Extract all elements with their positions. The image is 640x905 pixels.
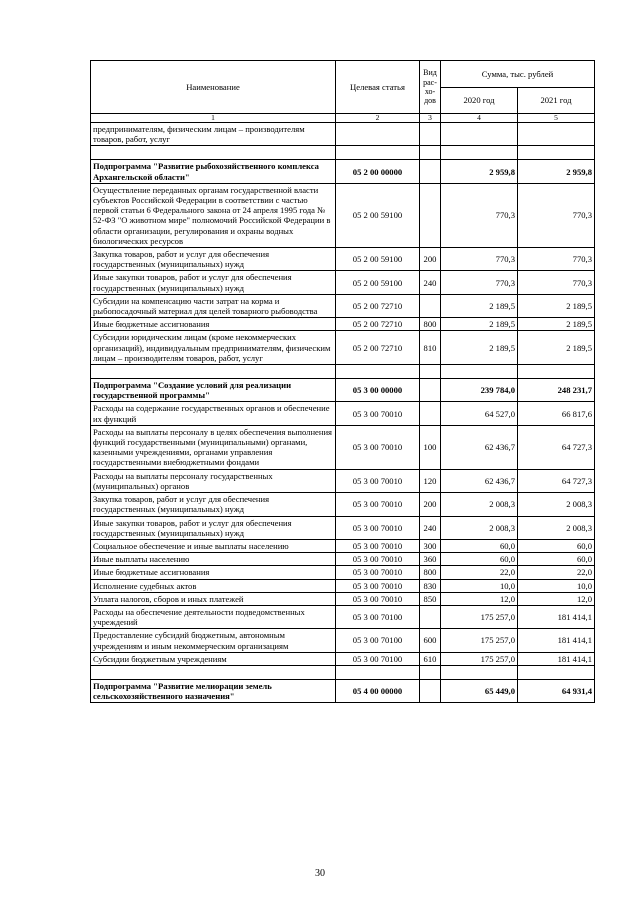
header-year-2021: 2021 год — [518, 88, 595, 114]
table-row — [91, 605, 595, 628]
row-expense-type — [420, 402, 441, 425]
table-row — [91, 183, 595, 247]
row-expense-type: 240 — [420, 271, 441, 294]
row-amount-2020: 2 959,8 — [441, 160, 518, 183]
row-expense-type: 800 — [420, 318, 441, 331]
row-expense-type — [420, 679, 441, 702]
table-row — [91, 539, 595, 552]
row-amount-2020: 239 784,0 — [441, 379, 518, 402]
row-expense-type — [420, 183, 441, 247]
row-amount-2021: 770,3 — [518, 183, 595, 247]
table-row — [91, 123, 595, 146]
row-amount-2020: 770,3 — [441, 271, 518, 294]
row-amount-2021: 2 189,5 — [518, 294, 595, 317]
row-amount-2020: 770,3 — [441, 248, 518, 271]
column-number: 4 — [441, 114, 518, 123]
row-name: Иные закупки товаров, работ и услуг для обеспечения государственных (муниципальных) нужд — [91, 516, 336, 539]
row-amount-2021 — [518, 365, 595, 379]
table-row — [91, 248, 595, 271]
table-row — [91, 566, 595, 579]
row-expense-type — [420, 123, 441, 146]
row-amount-2021: 2 959,8 — [518, 160, 595, 183]
row-target-article — [336, 146, 420, 160]
table-row — [91, 652, 595, 665]
row-name: Подпрограмма "Создание условий для реализации государственной программы" — [91, 379, 336, 402]
row-amount-2020: 60,0 — [441, 539, 518, 552]
row-expense-type — [420, 605, 441, 628]
row-amount-2020: 65 449,0 — [441, 679, 518, 702]
row-amount-2021: 2 008,3 — [518, 516, 595, 539]
table-row — [91, 379, 595, 402]
column-number: 5 — [518, 114, 595, 123]
row-target-article: 05 3 00 70100 — [336, 605, 420, 628]
row-amount-2020 — [441, 365, 518, 379]
row-expense-type: 800 — [420, 566, 441, 579]
row-amount-2020 — [441, 146, 518, 160]
row-name: Социальное обеспечение и иные выплаты населению — [91, 539, 336, 552]
row-target-article: 05 3 00 70100 — [336, 629, 420, 652]
row-target-article: 05 3 00 70010 — [336, 402, 420, 425]
column-number-row — [91, 114, 595, 123]
row-expense-type: 850 — [420, 592, 441, 605]
row-name: Иные бюджетные ассигнования — [91, 318, 336, 331]
table-row — [91, 592, 595, 605]
row-name: Иные бюджетные ассигнования — [91, 566, 336, 579]
table-row — [91, 402, 595, 425]
row-amount-2021: 60,0 — [518, 553, 595, 566]
row-amount-2021: 2 189,5 — [518, 318, 595, 331]
table-row — [91, 493, 595, 516]
row-amount-2021: 64 727,3 — [518, 469, 595, 492]
row-amount-2020: 175 257,0 — [441, 605, 518, 628]
row-amount-2020: 62 436,7 — [441, 425, 518, 469]
row-amount-2020: 2 189,5 — [441, 331, 518, 365]
row-name: Исполнение судебных актов — [91, 579, 336, 592]
table-row — [91, 294, 595, 317]
row-expense-type: 200 — [420, 248, 441, 271]
budget-table — [90, 60, 595, 703]
row-name: Иные закупки товаров, работ и услуг для обеспечения государственных (муниципальных) нужд — [91, 271, 336, 294]
row-amount-2021: 181 414,1 — [518, 629, 595, 652]
row-amount-2020: 62 436,7 — [441, 469, 518, 492]
row-expense-type: 830 — [420, 579, 441, 592]
row-expense-type: 810 — [420, 331, 441, 365]
row-expense-type — [420, 379, 441, 402]
row-name — [91, 146, 336, 160]
header-target-article: Целевая статья — [336, 61, 420, 114]
header-year-2020: 2020 год — [441, 88, 518, 114]
table-row — [91, 271, 595, 294]
row-expense-type: 300 — [420, 539, 441, 552]
row-expense-type — [420, 365, 441, 379]
row-expense-type — [420, 160, 441, 183]
row-amount-2020: 175 257,0 — [441, 652, 518, 665]
row-amount-2021: 64 931,4 — [518, 679, 595, 702]
row-target-article: 05 3 00 70010 — [336, 516, 420, 539]
row-target-article: 05 3 00 70010 — [336, 469, 420, 492]
page-number: 30 — [315, 868, 325, 879]
table-row — [91, 146, 595, 160]
table-row — [91, 469, 595, 492]
row-name: Субсидии юридическим лицам (кроме некоммерческих организаций), индивидуальным предпринимателям, физическим лицам – производителям товаров, работ, услуг — [91, 331, 336, 365]
header-expense-type: Вид рас-хо-дов — [420, 61, 441, 114]
row-amount-2021 — [518, 665, 595, 679]
table-row — [91, 665, 595, 679]
row-amount-2021: 22,0 — [518, 566, 595, 579]
table-row — [91, 318, 595, 331]
table-body — [91, 123, 595, 703]
row-amount-2020: 12,0 — [441, 592, 518, 605]
row-name: Субсидии на компенсацию части затрат на корма и рыбопосадочный материал для целей товарного рыбоводства — [91, 294, 336, 317]
row-name: Предоставление субсидий бюджетным, автономным учреждениям и иным некоммерческим организациям — [91, 629, 336, 652]
row-target-article: 05 3 00 70010 — [336, 493, 420, 516]
row-amount-2020: 770,3 — [441, 183, 518, 247]
row-target-article: 05 3 00 70010 — [336, 425, 420, 469]
row-amount-2020: 175 257,0 — [441, 629, 518, 652]
row-name: Расходы на выплаты персоналу государственных (муниципальных) органов — [91, 469, 336, 492]
row-name: Осуществление переданных органам государственной власти субъектов Российской Федерации в соответствии с частью первой статьи 6 Федерального закона от 24 апреля 1995 года № 52-ФЗ "О животном мире" полномочий Российской Федерации в области организации, регулирования и охраны водных биологических ресурсов — [91, 183, 336, 247]
row-amount-2021: 181 414,1 — [518, 652, 595, 665]
row-target-article: 05 2 00 72710 — [336, 331, 420, 365]
row-target-article: 05 3 00 70010 — [336, 579, 420, 592]
row-amount-2021: 770,3 — [518, 248, 595, 271]
budget-table-page — [90, 60, 594, 703]
row-target-article: 05 2 00 00000 — [336, 160, 420, 183]
row-expense-type: 240 — [420, 516, 441, 539]
row-amount-2021 — [518, 146, 595, 160]
row-amount-2020: 2 008,3 — [441, 516, 518, 539]
row-name: Расходы на обеспечение деятельности подведомственных учреждений — [91, 605, 336, 628]
row-name: Закупка товаров, работ и услуг для обеспечения государственных (муниципальных) нужд — [91, 493, 336, 516]
row-name: Иные выплаты населению — [91, 553, 336, 566]
row-amount-2021 — [518, 123, 595, 146]
row-expense-type: 120 — [420, 469, 441, 492]
row-target-article: 05 2 00 59100 — [336, 271, 420, 294]
table-row — [91, 516, 595, 539]
row-target-article — [336, 123, 420, 146]
row-expense-type — [420, 665, 441, 679]
header-sum: Сумма, тыс. рублей — [441, 61, 595, 88]
row-amount-2021: 60,0 — [518, 539, 595, 552]
row-amount-2021: 181 414,1 — [518, 605, 595, 628]
row-expense-type: 600 — [420, 629, 441, 652]
row-amount-2021: 10,0 — [518, 579, 595, 592]
row-amount-2020 — [441, 123, 518, 146]
row-expense-type: 100 — [420, 425, 441, 469]
row-target-article — [336, 665, 420, 679]
table-row — [91, 553, 595, 566]
row-target-article: 05 3 00 70010 — [336, 592, 420, 605]
row-name: Подпрограмма "Развитие мелиорации земель сельскохозяйственного назначения" — [91, 679, 336, 702]
row-amount-2021: 66 817,6 — [518, 402, 595, 425]
row-expense-type — [420, 146, 441, 160]
row-target-article: 05 3 00 00000 — [336, 379, 420, 402]
row-amount-2020: 64 527,0 — [441, 402, 518, 425]
row-amount-2020 — [441, 665, 518, 679]
column-number: 2 — [336, 114, 420, 123]
row-amount-2021: 248 231,7 — [518, 379, 595, 402]
row-amount-2020: 10,0 — [441, 579, 518, 592]
row-amount-2021: 12,0 — [518, 592, 595, 605]
row-target-article: 05 2 00 59100 — [336, 183, 420, 247]
row-name — [91, 665, 336, 679]
row-name: Расходы на выплаты персоналу в целях обеспечения выполнения функций государственными (муниципальными) органами, казенными учреждениями, органами управления государственными внебюджетными фондами — [91, 425, 336, 469]
row-expense-type: 610 — [420, 652, 441, 665]
row-amount-2021: 2 189,5 — [518, 331, 595, 365]
row-amount-2020: 2 189,5 — [441, 318, 518, 331]
row-target-article: 05 2 00 59100 — [336, 248, 420, 271]
table-row — [91, 629, 595, 652]
table-row — [91, 579, 595, 592]
row-amount-2021: 64 727,3 — [518, 425, 595, 469]
column-number: 3 — [420, 114, 441, 123]
row-name: Уплата налогов, сборов и иных платежей — [91, 592, 336, 605]
row-amount-2020: 2 008,3 — [441, 493, 518, 516]
row-expense-type: 200 — [420, 493, 441, 516]
row-target-article: 05 2 00 72710 — [336, 294, 420, 317]
row-name: Расходы на содержание государственных органов и обеспечение их функций — [91, 402, 336, 425]
row-target-article: 05 3 00 70010 — [336, 539, 420, 552]
column-number: 1 — [91, 114, 336, 123]
row-target-article: 05 3 00 70010 — [336, 553, 420, 566]
row-name: Подпрограмма "Развитие рыбохозяйственного комплекса Архангельской области" — [91, 160, 336, 183]
row-target-article: 05 3 00 70010 — [336, 566, 420, 579]
row-target-article: 05 3 00 70100 — [336, 652, 420, 665]
row-amount-2020: 22,0 — [441, 566, 518, 579]
table-row — [91, 331, 595, 365]
row-target-article — [336, 365, 420, 379]
row-expense-type — [420, 294, 441, 317]
row-name — [91, 365, 336, 379]
table-row — [91, 425, 595, 469]
table-row — [91, 160, 595, 183]
row-target-article: 05 2 00 72710 — [336, 318, 420, 331]
row-target-article: 05 4 00 00000 — [336, 679, 420, 702]
row-amount-2020: 2 189,5 — [441, 294, 518, 317]
row-amount-2021: 2 008,3 — [518, 493, 595, 516]
row-expense-type: 360 — [420, 553, 441, 566]
row-name: Субсидии бюджетным учреждениям — [91, 652, 336, 665]
header-name: Наименование — [91, 61, 336, 114]
table-row — [91, 365, 595, 379]
table-row — [91, 679, 595, 702]
row-name: Закупка товаров, работ и услуг для обеспечения государственных (муниципальных) нужд — [91, 248, 336, 271]
row-amount-2020: 60,0 — [441, 553, 518, 566]
row-amount-2021: 770,3 — [518, 271, 595, 294]
row-name: предпринимателям, физическим лицам – производителям товаров, работ, услуг — [91, 123, 336, 146]
